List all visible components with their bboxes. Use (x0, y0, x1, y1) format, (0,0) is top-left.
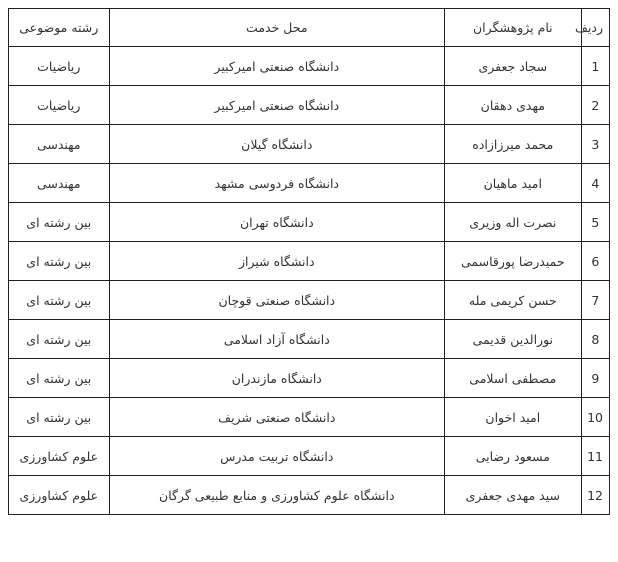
researcher-name-cell: نصرت اله وزیری (445, 203, 582, 242)
table-header-row (9, 9, 610, 47)
subject-field-cell: ریاضیات (9, 86, 110, 125)
header-row-number: ردیف (581, 9, 609, 47)
row-number-cell: 1 (581, 47, 609, 86)
workplace-cell: دانشگاه صنعتی امیرکبیر (109, 86, 444, 125)
table-row (9, 398, 610, 437)
workplace-cell: دانشگاه آزاد اسلامی (109, 320, 444, 359)
header-researcher-name: نام پژوهشگران (445, 9, 582, 47)
workplace-cell: دانشگاه مازندران (109, 359, 444, 398)
table-row (9, 47, 610, 86)
subject-field-cell: مهندسی (9, 125, 110, 164)
researcher-name-cell: حسن کریمی مله (445, 281, 582, 320)
researcher-name-cell: مهدی دهقان (445, 86, 582, 125)
table-row (9, 476, 610, 515)
subject-field-cell: علوم کشاورزی (9, 476, 110, 515)
workplace-cell: دانشگاه فردوسی مشهد (109, 164, 444, 203)
row-number-cell: 5 (581, 203, 609, 242)
row-number-cell: 9 (581, 359, 609, 398)
subject-field-cell: ریاضیات (9, 47, 110, 86)
row-number-cell: 8 (581, 320, 609, 359)
subject-field-cell: علوم کشاورزی (9, 437, 110, 476)
subject-field-cell: مهندسی (9, 164, 110, 203)
researcher-name-cell: مسعود رضایی (445, 437, 582, 476)
subject-field-cell: بین رشته ای (9, 398, 110, 437)
workplace-cell: دانشگاه علوم کشاورزی و منابع طبیعی گرگان (109, 476, 444, 515)
researcher-name-cell: سید مهدی جعفری (445, 476, 582, 515)
researcher-name-cell: امید اخوان (445, 398, 582, 437)
researcher-name-cell: مصطفی اسلامی (445, 359, 582, 398)
header-workplace: محل خدمت (109, 9, 444, 47)
researchers-table-container (8, 8, 610, 515)
row-number-cell: 3 (581, 125, 609, 164)
table-row (9, 125, 610, 164)
row-number-cell: 7 (581, 281, 609, 320)
workplace-cell: دانشگاه صنعتی قوچان (109, 281, 444, 320)
table-row (9, 281, 610, 320)
researcher-name-cell: محمد میرزازاده (445, 125, 582, 164)
row-number-cell: 10 (581, 398, 609, 437)
workplace-cell: دانشگاه صنعتی شریف (109, 398, 444, 437)
researcher-name-cell: حمیدرضا پورقاسمی (445, 242, 582, 281)
subject-field-cell: بین رشته ای (9, 203, 110, 242)
subject-field-cell: بین رشته ای (9, 359, 110, 398)
row-number-cell: 4 (581, 164, 609, 203)
table-row (9, 437, 610, 476)
table-row (9, 86, 610, 125)
workplace-cell: دانشگاه صنعتی امیرکبیر (109, 47, 444, 86)
table-row (9, 359, 610, 398)
researcher-name-cell: نورالدین قدیمی (445, 320, 582, 359)
header-subject-field: رشته موضوعی (9, 9, 110, 47)
researcher-name-cell: سجاد جعفری (445, 47, 582, 86)
row-number-cell: 12 (581, 476, 609, 515)
researcher-name-cell: امید ماهیان (445, 164, 582, 203)
researchers-table (8, 8, 610, 515)
table-row (9, 320, 610, 359)
table-row (9, 164, 610, 203)
row-number-cell: 2 (581, 86, 609, 125)
row-number-cell: 6 (581, 242, 609, 281)
subject-field-cell: بین رشته ای (9, 281, 110, 320)
workplace-cell: دانشگاه تربیت مدرس (109, 437, 444, 476)
row-number-cell: 11 (581, 437, 609, 476)
workplace-cell: دانشگاه گیلان (109, 125, 444, 164)
workplace-cell: دانشگاه تهران (109, 203, 444, 242)
subject-field-cell: بین رشته ای (9, 320, 110, 359)
table-body (9, 47, 610, 515)
workplace-cell: دانشگاه شیراز (109, 242, 444, 281)
table-row (9, 203, 610, 242)
subject-field-cell: بین رشته ای (9, 242, 110, 281)
table-row (9, 242, 610, 281)
